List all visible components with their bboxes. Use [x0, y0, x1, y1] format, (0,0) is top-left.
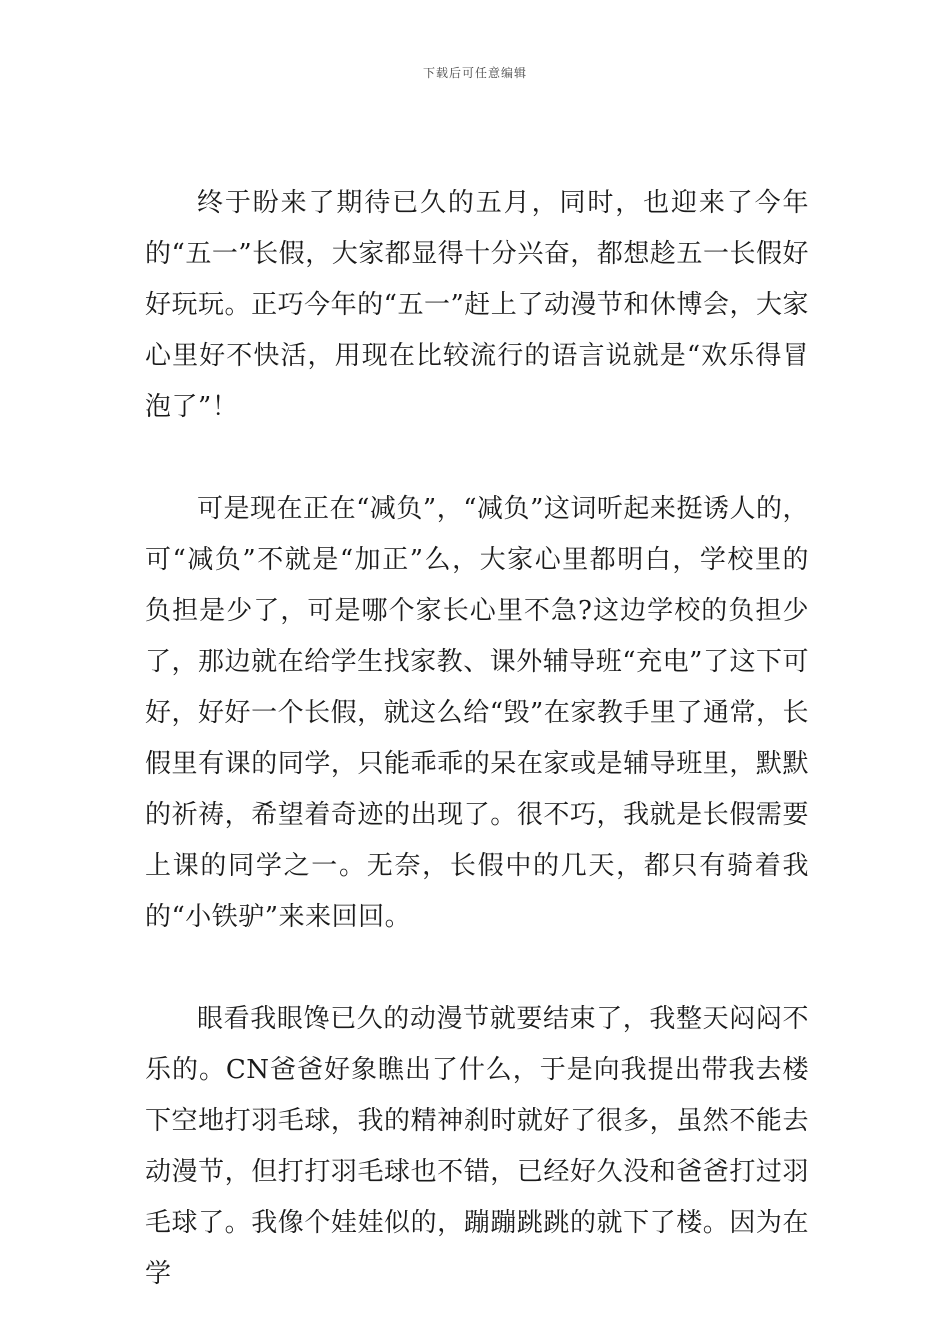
- page-header: 下载后可任意编辑: [422, 66, 527, 80]
- paragraph-1: 终于盼来了期待已久的五月，同时，也迎来了今年的“五一”长假，大家都显得十分兴奋，都想趁五一长假好好玩玩。正巧今年的“五一”赶上了动漫节和休博会，大家心里好不快活，用现在比较流行的语言说就是“欢乐得冒泡了”！: [145, 188, 809, 422]
- paragraph-3: 眼看我眼馋已久的动漫节就要结束了，我整天闷闷不乐的。CN爸爸好象瞧出了什么，于是向我提出带我去楼下空地打羽毛球，我的精神刹时就好了很多，虽然不能去动漫节，但打打羽毛球也不错，已经好久没和爸爸打过羽毛球了。我像个娃娃似的，蹦蹦跳跳的就下了楼。因为在学: [145, 1004, 809, 1289]
- paragraph-2: 可是现在正在“减负”，“减负”这词听起来挺诱人的，可“减负”不就是“加正”么，大家心里都明白，学校里的负担是少了，可是哪个家长心里不急?这边学校的负担少了，那边就在给学生找家教、课外辅导班“充电”了这下可好，好好一个长假，就这么给“毁”在家教手里了通常，长假里有课的同学，只能乖乖的呆在家或是辅导班里，默默的祈祷，希望着奇迹的出现了。很不巧，我就是长假需要上课的同学之一。无奈，长假中的几天，都只有骑着我的“小铁驴”来来回回。: [145, 494, 809, 932]
- document-body: [145, 178, 809, 1300]
